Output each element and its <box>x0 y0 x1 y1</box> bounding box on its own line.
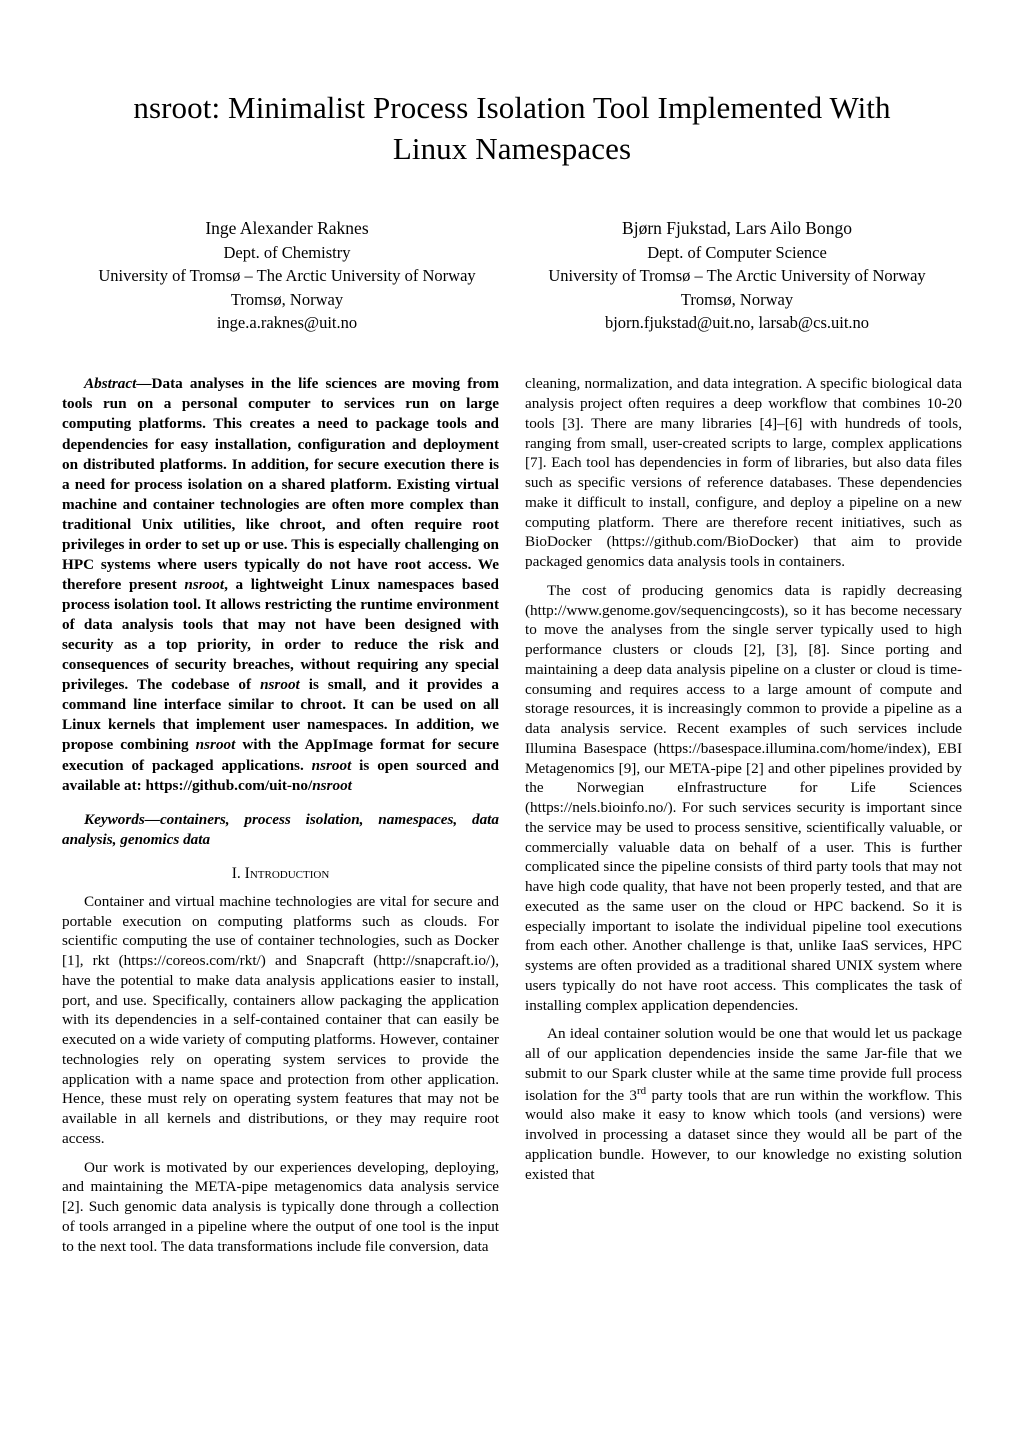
section-heading-introduction <box>62 864 499 884</box>
abstract-label: Abstract— <box>84 375 152 393</box>
keywords-label: Keywords— <box>84 810 160 828</box>
author-list <box>62 216 962 335</box>
author-email: inge.a.raknes@uit.no <box>216 312 358 332</box>
author-email: bjorn.fjukstad@uit.no, larsab@cs.uit.no <box>604 312 870 332</box>
abstract-text: Data analyses in the life sciences are moving from tools run on a personal computer to services run on large computing platforms. This creates a need to package tools and dependencies for easy installation, configuration and deployment on distributed platforms. In addition, for secure execution there is a need for process isolation on a shared platform. Existing virtual machine and container technologies are often more complex than traditional Unix utilities, like chroot, and often require root privileges in order to set up or use. This is especially challenging on HPC systems where users typically do not have root access. We therefore present nsroot, a lightweight Linux namespaces based process isolation tool. It allows restricting the runtime environment of data analysis tools that may not have been designed with security as a top priority, in order to reduce the risk and consequences of security breaches, without requiring any special privileges. The codebase of nsroot is small, and it provides a command line interface similar to chroot. It can be used on all Linux kernels that implement user namespaces. In addition, we propose combining nsroot with the AppImage format for secure execution of packaged applications. nsroot is open sourced and available at: https://github.com/uit-no/nsroot <box>62 375 499 794</box>
author-block-2 <box>512 216 962 335</box>
keywords <box>62 810 499 850</box>
left-column <box>62 374 499 1265</box>
paragraph: Container and virtual machine technologies are vital for secure and portable execution on computing platforms such as clouds. For scientific computing the use of container technologies, such as Docker [1], rkt (https://coreos.com/rkt/) and Snapcraft (http://snapcraft.io/), have the potential to make data analysis applications easier to install, port, and use. Specifically, containers allow packaging the application with its dependencies in a self-contained container that can easily be executed on a wide variety of computing platforms. However, container technologies rely on operating system services to provide the application with a name space and protection from other application. Hence, these must rely on operating system features that may not be available in all kernels and distributions, or they may require root access. <box>62 892 499 1147</box>
author-affiliation: University of Tromsø – The Arctic University of Norway <box>98 266 476 286</box>
paragraph: cleaning, normalization, and data integration. A specific biological data analysis project often requires a deep workflow that combines 10-20 tools [3]. There are many libraries [4]–[6] with hundreds of tools, ranging from small, user-created scripts to large, complex applications [7]. Each tool has dependencies in form of libraries, but also data files such as specific versions of reference databases. These dependencies make it difficult to install, configure, and deploy a pipeline on a new computing platform. There are therefore recent initiatives, such as BioDocker (https://github.com/BioDocker) that aim to provide packaged genomics data analysis tools in containers. <box>525 375 962 571</box>
section-number: I. <box>231 864 241 882</box>
author-dept: Dept. of Chemistry <box>223 242 351 262</box>
paragraph: The cost of producing genomics data is rapidly decreasing (http://www.genome.gov/sequencingcosts), so it has become necessary to move the analyses from the single server typically used to high performance clusters or clouds [2], [3], [8]. Since porting and maintaining a deep data analysis pipeline on a cluster or cloud is time-consuming and requires access to a large amount of compute and storage resources, it is increasingly common to provide a pipeline as a data analysis service. Recent examples of such services include Illumina Basespace (https://basespace.illumina.com/home/index), EBI Metagenomics [9], our META-pipe [2] and other pipelines provided by the Norwegian eInfrastructure for Life Sciences (https://nels.bioinfo.no/). For such services security is important since the service may be used to process sensitive, scientifically valuable, or commercially valuable data on behalf of a user. This is further complicated since the pipeline consists of third party tools that may not have high code quality, that have not been properly tested, and that are executed as the same user on the cloud or HPC backend. So it is especially important to isolate the individual pipeline tool executions from each other. Another challenge is that, unlike IaaS services, HPC systems are often provided as a traditional shared UNIX system where users typically do not have root access. This complicates the task of installing complex application dependencies. <box>525 581 962 1014</box>
author-location: Tromsø, Norway <box>680 289 794 309</box>
body-columns <box>62 374 962 1265</box>
author-name: Inge Alexander Raknes <box>205 217 369 238</box>
author-location: Tromsø, Norway <box>230 289 344 309</box>
paragraph: Our work is motivated by our experiences developing, deploying, and maintaining the META-pipe metagenomics data analysis service [2]. Such genomic data analysis is typically done through a collection of tools arranged in a pipeline where the output of one tool is the input to the next tool. The data transformations include file conversion, data <box>62 1158 499 1255</box>
keywords-text: containers, process isolation, namespaces, data analysis, genomics data <box>62 810 499 848</box>
author-affiliation: University of Tromsø – The Arctic University of Norway <box>548 266 926 286</box>
page-title: nsroot: Minimalist Process Isolation Tool Implemented With Linux Namespaces <box>133 90 891 166</box>
section-title: Introduction <box>244 864 330 882</box>
author-block-1 <box>62 216 512 335</box>
author-dept: Dept. of Computer Science <box>647 242 827 262</box>
author-name: Bjørn Fjukstad, Lars Ailo Bongo <box>622 217 852 238</box>
right-column <box>525 374 962 1265</box>
paragraph: An ideal container solution would be one that would let us package all of our application dependencies inside the same Jar-file that we submit to our Spark cluster while at the same time provide full process isolation for the 3rd party tools that are run within the workflow. This would also make it easy to know which tools (and versions) were involved in processing a dataset since they would all be part of the application bundle. However, to our knowledge no existing solution existed that <box>525 1025 962 1183</box>
abstract <box>62 374 499 795</box>
